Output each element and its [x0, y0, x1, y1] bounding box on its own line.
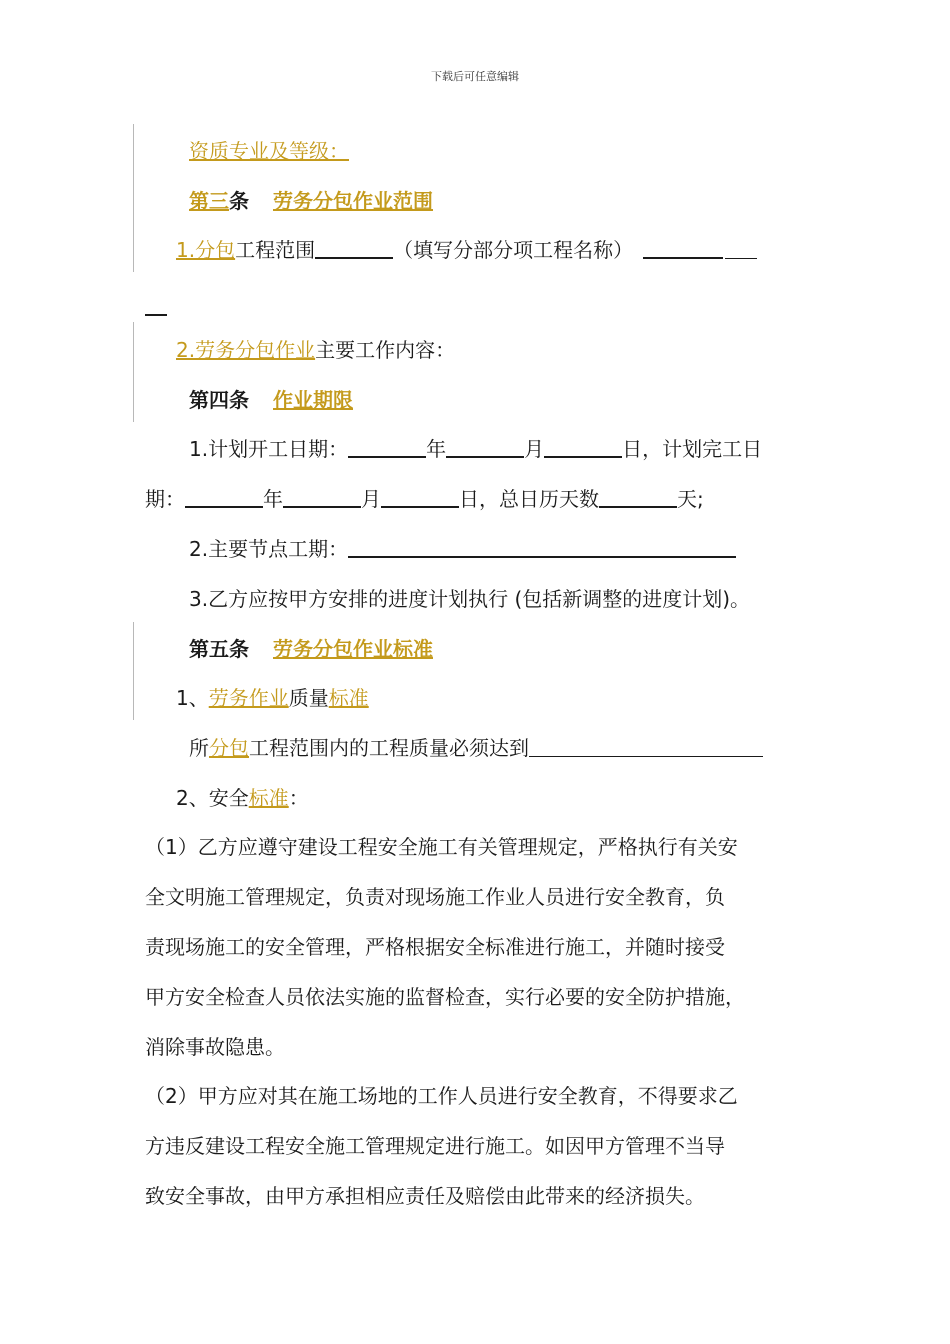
- blank-field[interactable]: [185, 488, 263, 508]
- para2-line: 方违反建设工程安全施工管理规定进行施工。如因甲方管理不当导: [145, 1134, 725, 1158]
- blank-field[interactable]: [544, 438, 622, 458]
- page-header: 下载后可任意编辑: [431, 70, 519, 83]
- para2-line: （2）甲方应对其在施工场地的工作人员进行安全教育，不得要求乙: [145, 1084, 738, 1108]
- planned-start-line: 1.计划开工日期： 年 月 日，计划完工日: [189, 437, 763, 461]
- blank-field[interactable]: [145, 314, 167, 316]
- qualification-line: 资质专业及等级：: [189, 139, 349, 163]
- blank-field[interactable]: [348, 438, 426, 458]
- article-4-heading: 第四条 作业期限: [189, 388, 353, 412]
- para1-line: 责现场施工的安全管理，严格根据安全标准进行施工，并随时接受: [145, 935, 725, 959]
- blank-field[interactable]: [446, 438, 524, 458]
- blank-field[interactable]: [643, 239, 723, 259]
- blank-field[interactable]: [315, 239, 393, 259]
- safety-heading: 2、安全标准：: [176, 786, 309, 810]
- blank-field[interactable]: [599, 488, 677, 508]
- revision-bar: [133, 124, 134, 272]
- revision-bar: [133, 322, 134, 422]
- revision-bar: [133, 622, 134, 720]
- para1-line: 全文明施工管理规定，负责对现场施工作业人员进行安全教育，负: [145, 885, 725, 909]
- blank-field[interactable]: [348, 538, 736, 558]
- quality-requirement-line: 所分包工程范围内的工程质量必须达到: [189, 735, 763, 761]
- blank-field[interactable]: [725, 240, 749, 259]
- scope-line: 1.分包工程范围 （填写分部分项工程名称）: [176, 237, 757, 263]
- para2-line: 致安全事故，由甲方承担相应责任及赔偿由此带来的经济损失。: [145, 1184, 705, 1208]
- schedule-line: 3.乙方应按甲方安排的进度计划执行 (包括新调整的进度计划)。: [189, 587, 751, 611]
- para1-line: （1）乙方应遵守建设工程安全施工有关管理规定，严格执行有关安: [145, 835, 738, 859]
- planned-end-line: 期： 年 月 日，总日历天数 天;: [145, 487, 704, 511]
- blank-field[interactable]: [381, 488, 459, 508]
- article-5-heading: 第五条 劳务分包作业标准: [189, 637, 433, 661]
- para1-line: 消除事故隐患。: [145, 1035, 285, 1059]
- para1-line: 甲方安全检查人员依法实施的监督检查，实行必要的安全防护措施，: [145, 985, 745, 1009]
- blank-field[interactable]: [749, 246, 757, 259]
- article-3-heading: 第三条 劳务分包作业范围: [189, 189, 433, 213]
- work-content-line: 2.劳务分包作业主要工作内容：: [176, 338, 456, 362]
- milestone-line: 2.主要节点工期：: [189, 536, 736, 562]
- blank-field[interactable]: [529, 738, 763, 757]
- quality-heading: 1、劳务作业质量标准: [176, 686, 369, 710]
- blank-field[interactable]: [283, 488, 361, 508]
